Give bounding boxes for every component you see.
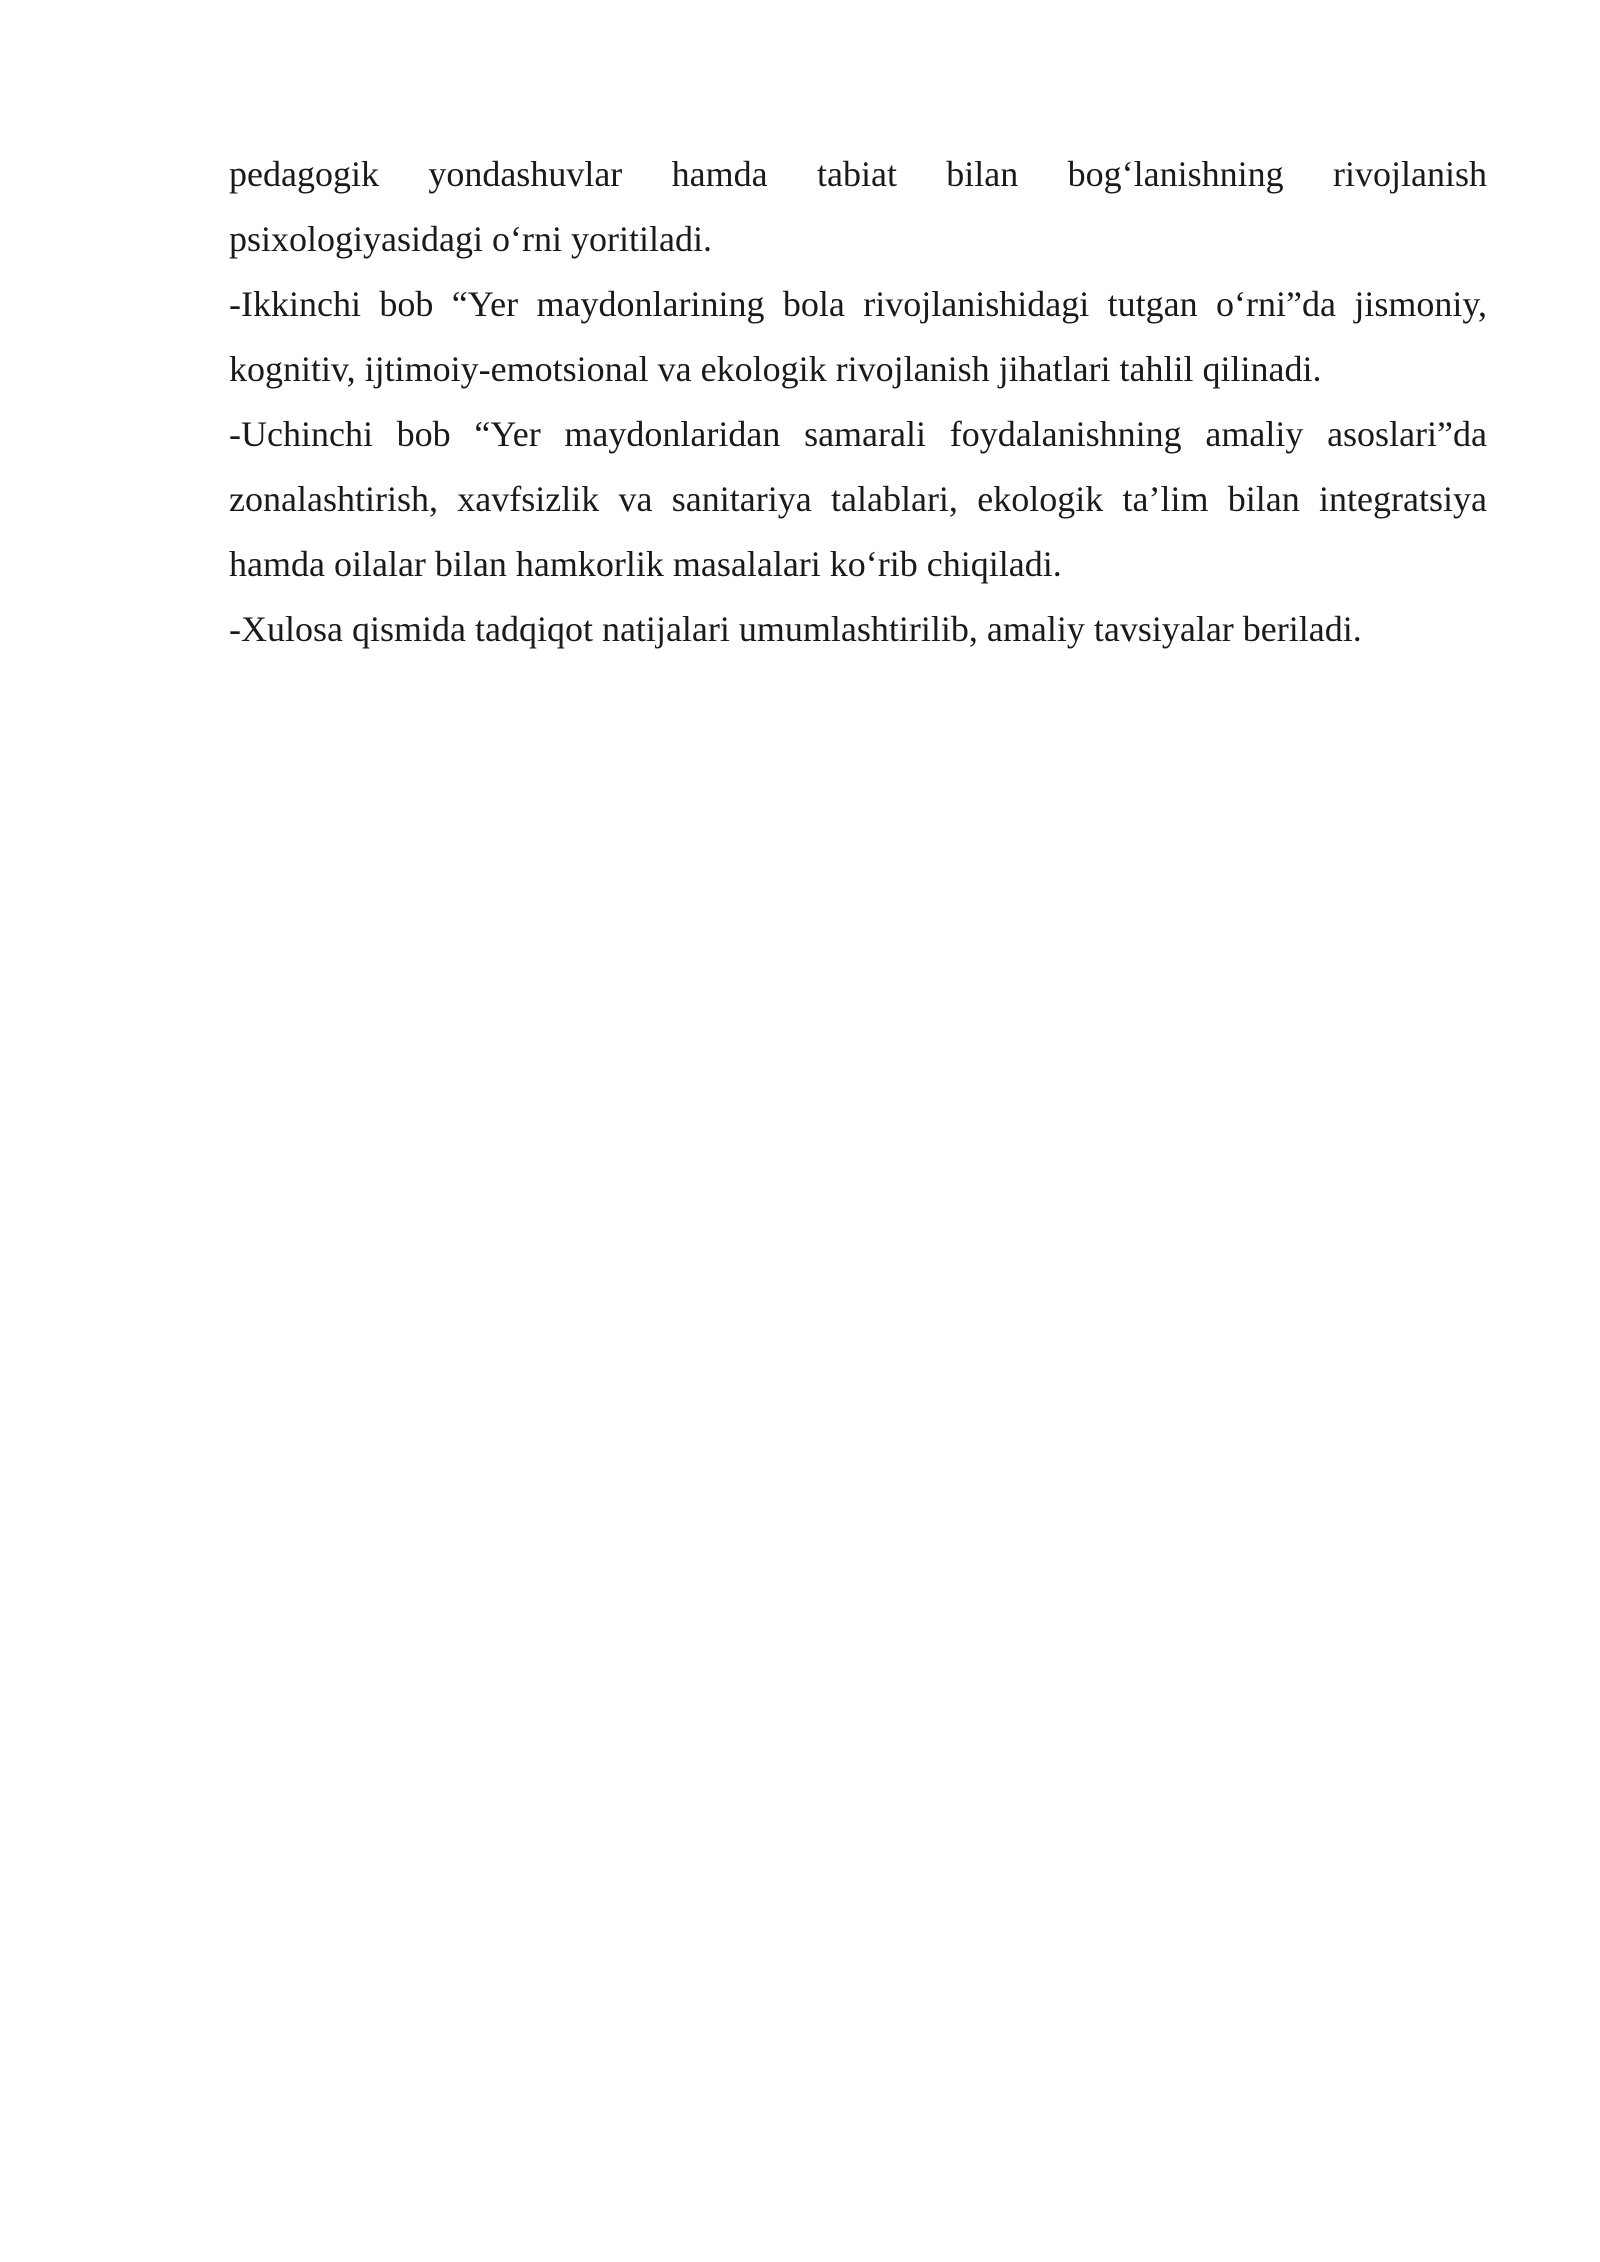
document-body — [229, 142, 1487, 662]
paragraph-chapter-two: -Ikkinchi bob “Yer maydonlarining bola rivojlanishidagi tutgan o‘rni”da jismoniy, kognitiv, ijtimoiy-emotsional va ekologik rivojlanish jihatlari tahlil qilinadi. — [229, 284, 1487, 389]
paragraph-continuation: pedagogik yondashuvlar hamda tabiat bilan bog‘lanishning rivojlanish psixologiyasidagi o‘rni yoritiladi. — [229, 154, 1487, 259]
paragraph-conclusion: -Xulosa qismida tadqiqot natijalari umumlashtirilib, amaliy tavsiyalar beriladi. — [229, 609, 1362, 649]
paragraph-chapter-three: -Uchinchi bob “Yer maydonlaridan samarali foydalanishning amaliy asoslari”da zonalashtirish, xavfsizlik va sanitariya talablari, ekologik ta’lim bilan integratsiya hamda oilalar bilan hamkorlik masalalari ko‘rib chiqiladi. — [229, 414, 1487, 584]
